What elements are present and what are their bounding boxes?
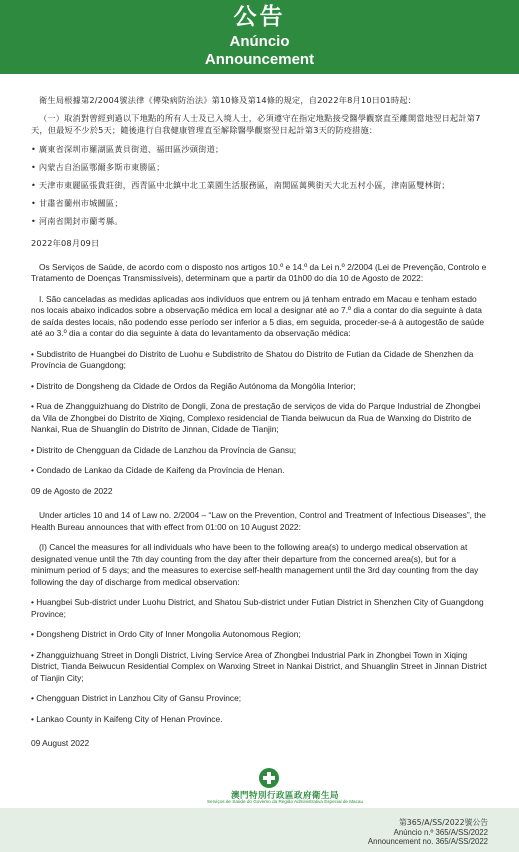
en-intro: Under articles 10 and 14 of Law no. 2/2004 – “Law on the Prevention, Control and Treatment of Infectious Diseases”, the Health Bureau announces that with effect from 01:00 on 10 August 2022: xyxy=(31,510,486,532)
pt-bullet: • Subdistrito de Huangbei do Distrito de Luohu e Subdistrito de Shatou do Distrito de Futian da Cidade de Shenzhen da Província de Guangdong; xyxy=(31,348,474,371)
zh-bullet: • 天津市東麗區張貴莊街，西青區中北鎮中北工業園生活服務區，南開區萬興街天大北五村小區，津南區雙林街； xyxy=(31,180,450,191)
logo-chinese-name: 澳門特別行政區政府衛生局 xyxy=(230,791,339,801)
pt-bullet: • Distrito de Dongsheng da Cidade de Ordos da Região Autónoma da Mongólia Interior; xyxy=(31,380,356,391)
pt-bullet: • Distrito de Chengguan da Cidade de Lanzhou da Província de Gansu; xyxy=(31,444,297,455)
en-item-1: (I) Cancel the measures for all individuals who have been to the following area(s) to undergo medical observation at designated venue until the 7th day counting from the day after their departure from the concerned area(s), but for a minimum period of 5 days; and the measures to exercise self-health management until the 3rd day counting from the day following the day of discharge from medical observation: xyxy=(31,542,479,587)
header-title-portuguese: Anúncio xyxy=(229,33,290,50)
announcement-body xyxy=(31,94,490,750)
en-bullet: • Huangbei Sub-district under Luohu District, and Shatou Sub-district under Futian District in Shenzhen City of Guangdong Province; xyxy=(31,597,484,619)
reference-number-english: Announcement no. 365/A/SS/2022 xyxy=(367,837,488,846)
en-date: 09 August 2022 xyxy=(31,738,90,749)
pt-date: 09 de Agosto de 2022 xyxy=(31,485,113,496)
zh-bullet: • 甘肅省蘭州市城關區； xyxy=(31,198,123,209)
zh-item-1: （一）取消對曾經到過以下地點的所有人士及已入境人士，必須遵守在指定地點接受醫學觀察直至離開當地翌日起計第7天，但最短不少於5天；隨後進行自我健康管理直至解除醫學觀察翌日起計第3天的防疫措施： xyxy=(31,113,481,136)
health-cross-icon xyxy=(259,768,279,788)
zh-bullet: • 河南省開封市蘭考縣。 xyxy=(31,216,123,227)
reference-footer xyxy=(0,808,519,852)
pt-item-1: I. São canceladas as medidas aplicadas aos indivíduos que entrem ou já tenham entrado em Macau e tenham estado nos locais abaixo indicados sobre a observação médica em local a designar até ao 7.º dia a contar do dia seguinte à data de saída destes locais, não podendo esse período ser inferior a 5 dias, em seguida, proceder-se-á à autogestão de saúde até ao 3.º dia a contar do dia seguinte à data do levantamento da observação médica: xyxy=(31,293,485,339)
pt-bullet: • Rua de Zhangguizhuang do Distrito de Dongli, Zona de prestação de serviços de vida do Parque Industrial de Zhongbei da Vila de Zhongbei do Distrito de Xiqing, Complexo residencial de Tianda beiwucun da Rua de Wanxing do Distrito de Nankai, Rua de Shuanglin do Distrito de Jinnan, Cidade de Tianjin; xyxy=(31,401,481,435)
reference-number-chinese: 第365/A/SS/2022號公告 xyxy=(398,818,488,827)
pt-bullet: • Condado de Lankao da Cidade de Kaifeng da Província de Henan. xyxy=(31,465,285,476)
zh-bullet: • 廣東省深圳市羅湖區黃貝街道、福田區沙頭街道； xyxy=(31,143,224,154)
logo-portuguese-name: Serviços de Saúde do Governo da Região Administrativa Especial de Macau xyxy=(206,799,364,804)
en-bullet: • Zhangguizhuang Street in Dongli District, Living Service Area of Zhongbei Industrial Park in Zhongbei Town in Xiqing District, Tianda Beiwucun Residential Complex on Wanxing Street in Nankai District, and Shuanglin Street in Jinnan District of Tianjin City; xyxy=(31,649,487,683)
header-title-chinese: 公告 xyxy=(233,4,286,30)
zh-date: 2022年08月09日 xyxy=(31,237,100,248)
en-bullet: • Dongsheng District in Ordo City of Inner Mongolia Autonomous Region; xyxy=(31,629,301,640)
header-title-english: Announcement xyxy=(204,51,315,68)
pt-intro: Os Serviços de Saúde, de acordo com o disposto nos artigos 10.º e 14.º da Lei n.º 2/2004 (Lei de Prevenção, Controlo e Tratamento de Doenças Transmissíveis), determinam que a partir da 01h00 do dia 10 de Agosto de 2022: xyxy=(31,261,487,284)
announcement-header xyxy=(0,0,519,74)
en-bullet: • Lankao County in Kaifeng City of Henan Province. xyxy=(31,713,223,724)
health-bureau-logo xyxy=(155,768,415,806)
reference-number-portuguese: Anúncio n.º 365/A/SS/2022 xyxy=(393,828,488,837)
en-bullet: • Chengguan District in Lanzhou City of Gansu Province; xyxy=(31,693,242,704)
zh-bullet: • 內蒙古自治區鄂爾多斯市東勝區； xyxy=(31,161,165,172)
zh-intro: 衛生局根據第2/2004號法律《傳染病防治法》第10條及第14條的規定，自2022年8月10日01時起： xyxy=(39,95,417,105)
